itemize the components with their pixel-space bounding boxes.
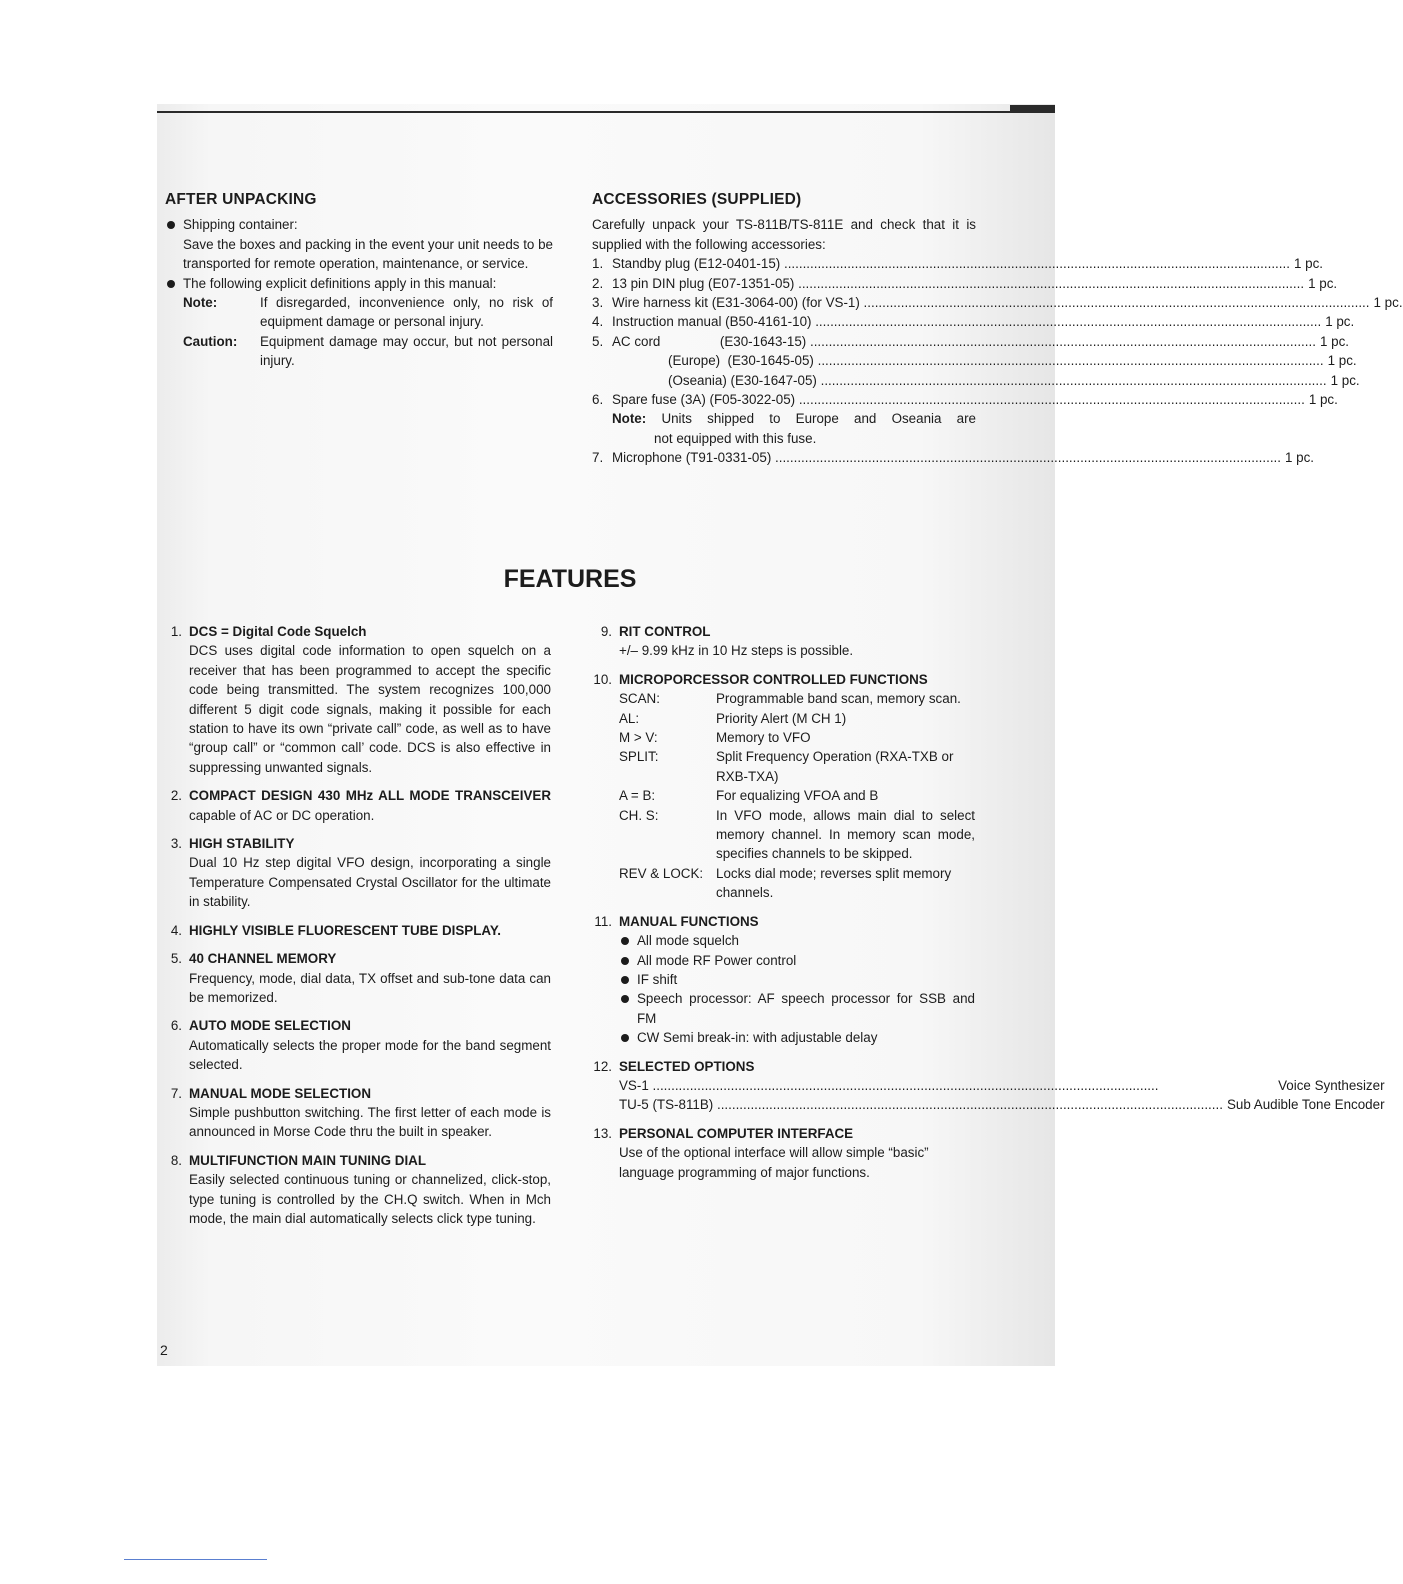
definition-text: If disregarded, inconvenience only, no risk of equipment damage or personal injury. — [260, 295, 553, 330]
top-rule — [157, 111, 1055, 113]
function-desc: For equalizing VFOA and B — [716, 788, 879, 804]
item-qty: 1 pc. — [1373, 295, 1403, 311]
variant-text: (Oseania) (E30-1647-05) ..... — [668, 371, 1327, 390]
variant-qty: 1 pc. — [1330, 372, 1360, 388]
accessories-title: ACCESSORIES (SUPPLIED) — [592, 191, 802, 208]
item-qty: 1 pc. — [1308, 392, 1338, 408]
feature-number: 2. — [170, 788, 182, 804]
item-number: 5. — [592, 333, 604, 349]
item-number: 3. — [592, 295, 604, 311]
function-row — [619, 728, 975, 747]
feature-title: HIGHLY VISIBLE FLUORESCENT TUBE DISPLAY. — [189, 922, 502, 938]
feature-number: 1. — [170, 624, 182, 639]
after-unpacking-title: AFTER UNPACKING — [165, 191, 317, 208]
accessories-intro: Carefully unpack your TS-811B/TS-811E and check that it is supplied with the following accessories: — [592, 217, 976, 252]
feature-number: 9. — [600, 624, 612, 639]
item-text: Instruction manual (B50-4161-10) ..... — [612, 312, 1321, 331]
note-text-line1: Units shipped to Europe and Oseania are — [661, 411, 976, 427]
shipping-text: Save the boxes and packing in the event your unit needs to be transported for remote operation, maintenance, or service. — [183, 236, 553, 272]
function-term: REV & LOCK: — [619, 865, 704, 881]
bullet-definitions — [165, 274, 553, 293]
feature-text: capable of AC or DC operation. — [189, 807, 375, 823]
definition-term: Caution: — [183, 333, 238, 349]
feature-number: 13. — [593, 1125, 612, 1141]
item-qty: 1 pc. — [1325, 314, 1355, 330]
feature-item — [160, 622, 551, 777]
features-right-column — [586, 622, 1385, 1191]
feature-item — [160, 1084, 551, 1142]
definition-caution — [165, 332, 553, 371]
feature-title: HIGH STABILITY — [189, 836, 295, 852]
item-text: Wire harness kit (E31-3064-00) (for VS-1) ..... — [612, 293, 1370, 312]
feature-title: AUTO MODE SELECTION — [189, 1018, 351, 1034]
accessory-item — [592, 254, 1323, 273]
function-row — [619, 709, 975, 728]
feature-text: +/– 9.99 kHz in 10 Hz steps is possible. — [619, 643, 854, 659]
top-rule-end — [1010, 105, 1055, 113]
feature-rit — [586, 622, 975, 661]
shipping-label: Shipping container: — [183, 217, 298, 233]
definitions-intro: The following explicit definitions apply in this manual: — [183, 275, 497, 291]
item-number: 2. — [592, 275, 604, 291]
feature-text: Easily selected continuous tuning or channelized, click-stop, type tuning is controlled by the CH.Q switch. When in Mch mode, the main dial automatically selects click type tuning. — [189, 1172, 551, 1226]
feature-text: DCS uses digital code information to open squelch on a receiver that has been programmed to accept the specific code being transmitted. The system recognizes 100,000 different 5 digit code signals, making it possible for each station to have its own “private call” code, as well as to have “group call” or “common call’ code. DCS is also effective in suppressing unwanted signals. — [189, 643, 551, 775]
variant-text: (Europe) (E30-1645-05) ..... — [668, 351, 1324, 370]
bottom-rule — [124, 1559, 267, 1560]
ac-cord-variant — [592, 371, 1360, 390]
feature-text: Frequency, mode, dial data, TX offset and sub-tone data can be memorized. — [189, 970, 551, 1005]
feature-number: 3. — [170, 836, 182, 852]
feature-title: MICROPORCESSOR CONTROLLED FUNCTIONS — [619, 671, 928, 687]
manual-function-item: All mode squelch — [619, 931, 975, 950]
definition-text: Equipment damage may occur, but not personal injury. — [260, 333, 553, 369]
function-term: SCAN: — [619, 691, 660, 707]
features-title: FEATURES — [503, 565, 637, 593]
function-row — [619, 806, 975, 864]
feature-item — [160, 921, 551, 940]
item-number: 4. — [592, 314, 604, 330]
function-row — [619, 689, 975, 708]
accessory-item — [592, 312, 1355, 331]
variant-qty: 1 pc. — [1327, 353, 1357, 369]
item-text: 13 pin DIN plug (E07-1351-05) ..... — [612, 274, 1304, 293]
feature-title: MANUAL FUNCTIONS — [619, 913, 759, 929]
option-name: TU-5 (TS-811B) ..... — [619, 1095, 1223, 1114]
feature-title: 40 CHANNEL MEMORY — [189, 951, 337, 967]
function-desc: Split Frequency Operation (RXA-TXB or RXB-TXA) — [716, 749, 954, 784]
feature-number: 8. — [170, 1152, 182, 1168]
feature-text: Simple pushbutton switching. The first letter of each mode is announced in Morse Code thru the built in speaker. — [189, 1104, 551, 1140]
function-desc: Memory to VFO — [716, 730, 811, 746]
item-number: 7. — [592, 450, 604, 466]
feature-title: RIT CONTROL — [619, 624, 711, 639]
accessory-item — [592, 293, 1403, 312]
feature-item — [160, 786, 551, 825]
feature-selected-options — [586, 1057, 1385, 1115]
option-name: VS-1 ..... — [619, 1076, 1274, 1095]
feature-item — [160, 1151, 551, 1229]
function-term: SPLIT: — [619, 749, 659, 765]
function-row — [619, 864, 975, 903]
feature-text: Dual 10 Hz step digital VFO design, incorporating a single Temperature Compensated Crystal Oscillator for the ultimate in stability. — [189, 855, 551, 910]
feature-title: MANUAL MODE SELECTION — [189, 1085, 372, 1101]
item-qty: 1 pc. — [1319, 333, 1349, 349]
after-unpacking-section — [165, 190, 553, 371]
bullet-shipping-container — [165, 215, 553, 273]
item-text: Microphone (T91-0331-05) ..... — [612, 448, 1281, 467]
item-text: Spare fuse (3A) (F05-3022-05) ..... — [612, 390, 1305, 409]
feature-text: Automatically selects the proper mode for the band segment selected. — [189, 1037, 551, 1073]
note-label: Note: — [612, 411, 647, 427]
page-number: 2 — [160, 1342, 168, 1358]
function-row — [619, 747, 975, 786]
feature-item — [160, 1016, 551, 1074]
function-row — [619, 786, 975, 805]
item-number: 1. — [592, 256, 604, 272]
feature-number: 7. — [170, 1085, 182, 1101]
feature-title: SELECTED OPTIONS — [619, 1058, 755, 1074]
fuse-note — [592, 409, 976, 448]
definition-note — [165, 293, 553, 332]
function-desc: In VFO mode, allows main dial to select memory channel. In memory scan mode, specifies channels to be skipped. — [716, 807, 975, 862]
ac-cord-variant — [592, 351, 1357, 370]
feature-number: 11. — [594, 913, 612, 929]
accessory-item — [592, 274, 1338, 293]
features-left-column — [160, 622, 551, 1237]
accessory-item — [592, 390, 1338, 409]
feature-title: DCS = Digital Code Squelch — [189, 624, 367, 639]
feature-text: Use of the optional interface will allow simple “basic” language programming of major functions. — [619, 1145, 929, 1180]
option-row — [619, 1095, 1385, 1114]
option-row — [619, 1076, 1385, 1095]
feature-manual-functions — [586, 912, 975, 1048]
manual-function-item: IF shift — [619, 970, 975, 989]
feature-item — [160, 949, 551, 1007]
feature-title: PERSONAL COMPUTER INTERFACE — [619, 1125, 854, 1141]
note-text-line2: not equipped with this fuse. — [654, 430, 817, 446]
item-qty: 1 pc. — [1293, 256, 1323, 272]
function-desc: Locks dial mode; reverses split memory channels. — [716, 865, 952, 901]
definition-term: Note: — [183, 295, 218, 311]
feature-number: 6. — [170, 1018, 182, 1034]
item-text: Standby plug (E12-0401-15) ..... — [612, 254, 1290, 273]
option-desc: Voice Synthesizer — [1278, 1077, 1385, 1093]
accessory-item — [592, 332, 1349, 351]
feature-item — [160, 834, 551, 912]
feature-number: 10. — [593, 671, 612, 687]
function-term: AL: — [619, 710, 640, 726]
manual-function-item: All mode RF Power control — [619, 951, 975, 970]
feature-microprocessor — [586, 670, 975, 903]
feature-title: MULTIFUNCTION MAIN TUNING DIAL — [189, 1152, 427, 1168]
feature-number: 12. — [593, 1058, 612, 1074]
manual-function-item: Speech processor: AF speech processor for SSB and FM — [619, 989, 975, 1028]
manual-function-item: CW Semi break-in: with adjustable delay — [619, 1028, 975, 1047]
function-term: CH. S: — [619, 807, 659, 823]
item-number: 6. — [592, 392, 604, 408]
accessory-item — [592, 448, 1315, 467]
function-term: M > V: — [619, 730, 658, 746]
feature-number: 5. — [170, 951, 182, 967]
item-text: AC cord (E30-1643-15) ..... — [612, 332, 1316, 351]
feature-number: 4. — [170, 922, 182, 938]
function-desc: Programmable band scan, memory scan. — [716, 691, 961, 707]
accessories-section — [592, 190, 1403, 468]
item-qty: 1 pc. — [1285, 450, 1315, 466]
function-term: A = B: — [619, 788, 656, 804]
feature-title: COMPACT DESIGN 430 MHz ALL MODE TRANSCEIVER — [189, 788, 551, 804]
item-qty: 1 pc. — [1308, 275, 1338, 291]
function-desc: Priority Alert (M CH 1) — [716, 710, 847, 726]
feature-pc-interface — [586, 1124, 975, 1182]
option-desc: Sub Audible Tone Encoder — [1226, 1097, 1385, 1113]
